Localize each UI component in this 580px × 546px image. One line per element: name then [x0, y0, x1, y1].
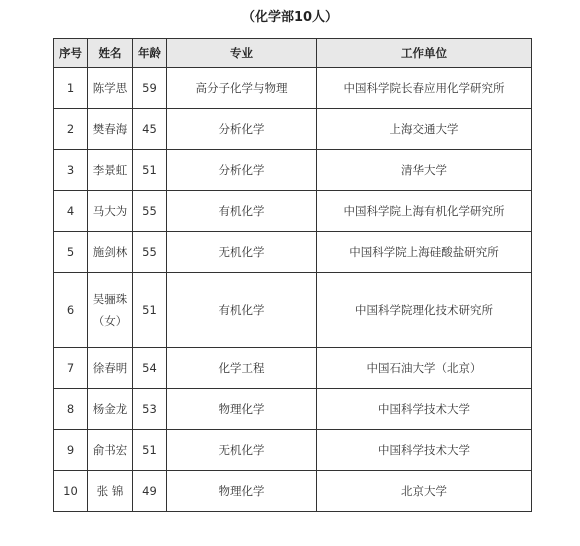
table-row	[54, 430, 532, 471]
cell-age: 49	[133, 471, 167, 512]
cell-index: 2	[54, 109, 88, 150]
cell-name: 俞书宏	[88, 430, 133, 471]
cell-name: 施剑林	[88, 232, 133, 273]
cell-age: 51	[133, 430, 167, 471]
cell-major: 无机化学	[167, 430, 317, 471]
cell-workplace: 中国科学院上海硅酸盐研究所	[317, 232, 532, 273]
table-row	[54, 191, 532, 232]
cell-workplace: 上海交通大学	[317, 109, 532, 150]
table-row	[54, 109, 532, 150]
cell-major: 物理化学	[167, 389, 317, 430]
header-name: 姓名	[88, 39, 133, 68]
cell-age: 54	[133, 348, 167, 389]
cell-index: 8	[54, 389, 88, 430]
cell-workplace: 中国科学院长春应用化学研究所	[317, 68, 532, 109]
cell-major: 分析化学	[167, 150, 317, 191]
cell-major: 高分子化学与物理	[167, 68, 317, 109]
table-row	[54, 389, 532, 430]
cell-workplace: 中国科学技术大学	[317, 389, 532, 430]
roster-table	[53, 38, 532, 512]
cell-age: 59	[133, 68, 167, 109]
header-major: 专业	[167, 39, 317, 68]
cell-index: 7	[54, 348, 88, 389]
cell-name: 马大为	[88, 191, 133, 232]
table-row	[54, 68, 532, 109]
header-row	[54, 39, 532, 68]
cell-index: 6	[54, 273, 88, 348]
table-row	[54, 150, 532, 191]
cell-index: 5	[54, 232, 88, 273]
header-index: 序号	[54, 39, 88, 68]
cell-index: 3	[54, 150, 88, 191]
cell-workplace: 中国科学院上海有机化学研究所	[317, 191, 532, 232]
cell-age: 45	[133, 109, 167, 150]
cell-name: 李景虹	[88, 150, 133, 191]
header-workplace: 工作单位	[317, 39, 532, 68]
cell-workplace: 北京大学	[317, 471, 532, 512]
table-caption: （化学部10人）	[241, 10, 339, 25]
cell-name: 樊春海	[88, 109, 133, 150]
cell-major: 有机化学	[167, 191, 317, 232]
cell-workplace: 清华大学	[317, 150, 532, 191]
cell-name: 张 锦	[88, 471, 133, 512]
cell-age: 55	[133, 232, 167, 273]
cell-index: 1	[54, 68, 88, 109]
cell-name: 陈学思	[88, 68, 133, 109]
table-row	[54, 471, 532, 512]
header-age: 年龄	[133, 39, 167, 68]
cell-major: 分析化学	[167, 109, 317, 150]
cell-major: 无机化学	[167, 232, 317, 273]
cell-major: 有机化学	[167, 273, 317, 348]
cell-name: 徐春明	[88, 348, 133, 389]
cell-age: 55	[133, 191, 167, 232]
cell-name	[88, 273, 133, 348]
cell-age: 51	[133, 273, 167, 348]
cell-major: 化学工程	[167, 348, 317, 389]
cell-workplace: 中国石油大学（北京）	[317, 348, 532, 389]
cell-workplace: 中国科学院理化技术研究所	[317, 273, 532, 348]
cell-name-note: （女）	[92, 314, 128, 328]
cell-name: 杨金龙	[88, 389, 133, 430]
cell-workplace: 中国科学技术大学	[317, 430, 532, 471]
table-row	[54, 273, 532, 348]
cell-age: 51	[133, 150, 167, 191]
cell-index: 4	[54, 191, 88, 232]
cell-age: 53	[133, 389, 167, 430]
cell-name-text: 吴骊珠	[92, 292, 128, 306]
cell-index: 9	[54, 430, 88, 471]
cell-major: 物理化学	[167, 471, 317, 512]
cell-index: 10	[54, 471, 88, 512]
table-row	[54, 232, 532, 273]
table-row	[54, 348, 532, 389]
